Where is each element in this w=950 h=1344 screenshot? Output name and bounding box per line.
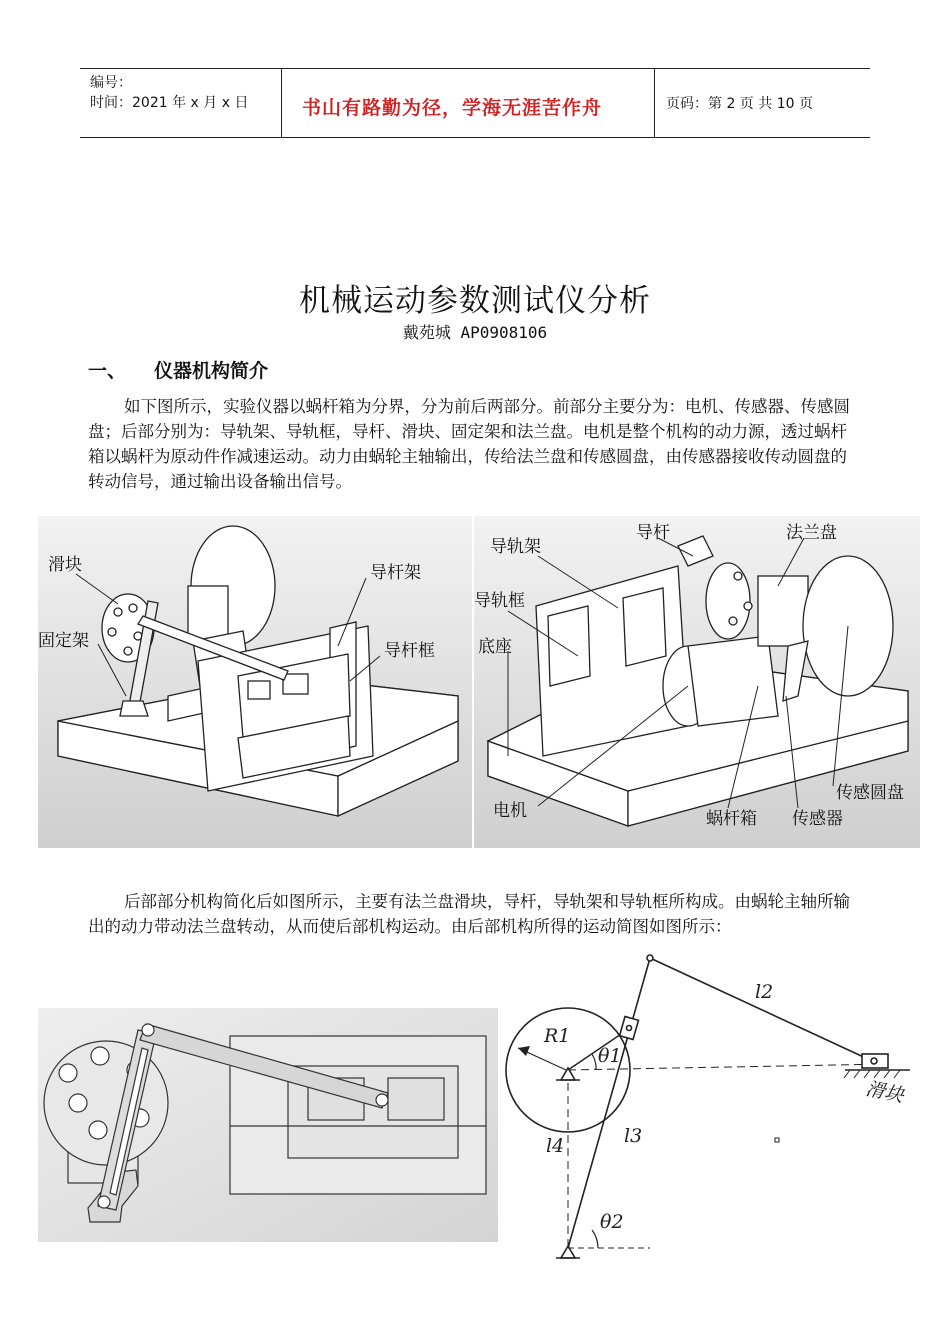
doc-author: 戴苑城 AP0908106 — [402, 323, 548, 342]
label-flange: 法兰盘 — [786, 523, 837, 543]
header-meta — [90, 73, 248, 113]
page-info: 页码：第 2 页 共 10 页 — [666, 96, 813, 112]
machine-figure — [38, 516, 920, 848]
kinematic-diagram — [500, 950, 920, 1270]
label-base: 底座 — [478, 637, 512, 657]
section-number: 一、 — [88, 360, 127, 382]
serial-label: 编号： — [90, 75, 132, 91]
header-motto: 书山有路勤为径，学海无涯苦作舟 — [302, 97, 603, 119]
label-theta1: θ1 — [598, 1045, 622, 1067]
header-divider — [281, 69, 282, 137]
label-worm-box: 蜗杆箱 — [706, 809, 757, 829]
label-sensor: 传感器 — [792, 809, 843, 829]
label-fixed-frame: 固定架 — [38, 631, 89, 651]
label-l4: l4 — [546, 1135, 565, 1157]
doc-title: 机械运动参数测试仪分析 — [299, 283, 651, 319]
label-rail-box: 导轨框 — [474, 591, 525, 611]
label-r1: R1 — [544, 1025, 571, 1047]
simplified-mechanism-figure — [38, 1008, 498, 1242]
label-sensor-disc: 传感圆盘 — [836, 783, 904, 803]
label-rail-frame: 导轨架 — [490, 537, 541, 557]
page-header — [80, 68, 870, 138]
paragraph-1: 如下图所示，实验仪器以蜗杆箱为分界，分为前后两部分。前部分主要分为：电机、传感器、传感圆盘；后部分别为：导轨架、导轨框，导杆、滑块、固定架和法兰盘。电机是整个机构的动力源，透过蜗杆箱以蜗杆为原动件作减速运动。动力由蜗轮主轴输出，传给法兰盘和传感圆盘，由传感器接收传动圆盘的转动信号，通过输出设备输出信号。 — [88, 397, 850, 491]
section-title: 仪器机构简介 — [154, 360, 269, 382]
label-theta2: θ2 — [600, 1211, 624, 1233]
link-l3 — [568, 958, 650, 1248]
section-heading — [88, 356, 268, 383]
time-label: 时间：2021 年 x 月 x 日 — [90, 95, 249, 111]
label-guide-rod-frame: 导杆架 — [370, 563, 421, 583]
label-diagram-slider: 滑块 — [863, 1077, 906, 1108]
label-slider: 滑块 — [48, 555, 82, 575]
label-motor: 电机 — [493, 801, 527, 821]
label-guide-rod: 导杆 — [636, 523, 670, 543]
paragraph-2: 后部部分机构简化后如图所示，主要有法兰盘滑块，导杆，导轨架和导轨框所构成。由蜗轮主轴所输出的动力带动法兰盘转动，从而使后部机构运动。由后部机构所得的运动简图如图所示： — [88, 892, 850, 936]
label-l3: l3 — [624, 1125, 643, 1147]
label-l2: l2 — [755, 981, 774, 1003]
header-divider — [654, 69, 655, 137]
link-l2 — [650, 958, 870, 1060]
label-guide-rod-box: 导杆框 — [384, 641, 435, 661]
